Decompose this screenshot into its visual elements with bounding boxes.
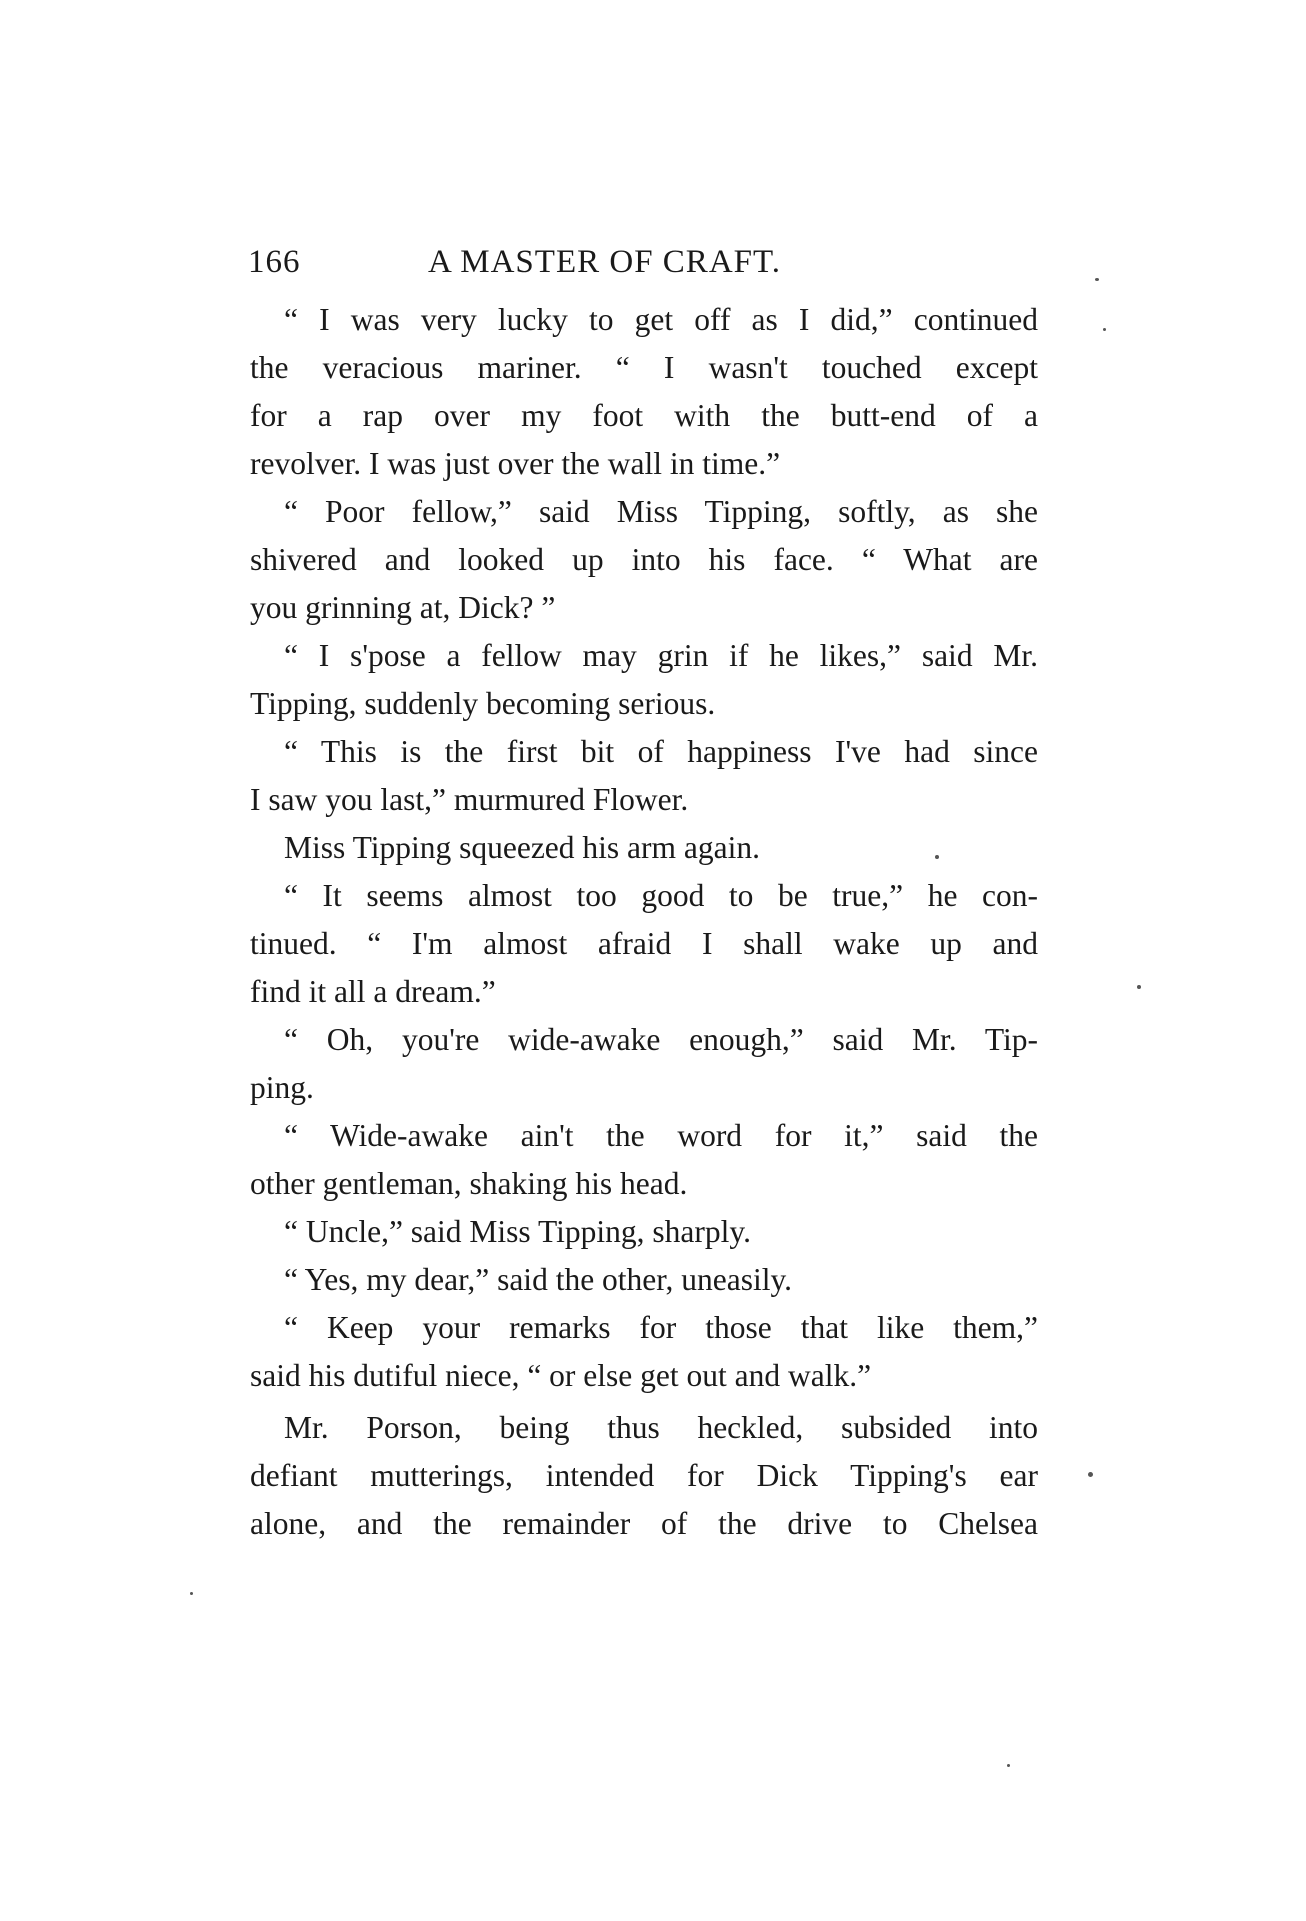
text-line: “ Oh, you're wide-awake enough,” said Mr. Tip- (284, 1022, 1038, 1057)
text-line: “ Wide-awake ain't the word for it,” said the (284, 1118, 1038, 1153)
page-header (248, 240, 1048, 284)
text-line: “ I was very lucky to get off as I did,” continued (284, 302, 1038, 337)
running-title: A MASTER OF CRAFT. (428, 244, 781, 280)
body-text (250, 296, 1038, 1548)
scan-speck (935, 855, 939, 859)
text-line: Mr. Porson, being thus heckled, subsided into (284, 1410, 1038, 1445)
text-line: “ I s'pose a fellow may grin if he likes,” said Mr. (284, 638, 1038, 673)
text-line: Miss Tipping squeezed his arm again. (284, 830, 760, 865)
text-line: “ It seems almost too good to be true,” he con- (284, 878, 1038, 913)
scan-speck (1007, 1764, 1010, 1767)
text-line: tinued. “ I'm almost afraid I shall wake up and (250, 926, 1038, 961)
text-line: other gentleman, shaking his head. (250, 1166, 688, 1201)
scan-speck (1095, 278, 1099, 281)
scan-speck (1137, 985, 1141, 989)
text-line: “ Keep your remarks for those that like them,” (284, 1310, 1038, 1345)
text-line: I saw you last,” murmured Flower. (250, 782, 689, 817)
text-line: alone, and the remainder of the drive to Chelsea (250, 1506, 1038, 1541)
text-line: defiant mutterings, intended for Dick Tipping's ear (250, 1458, 1038, 1493)
text-line: ping. (250, 1070, 314, 1105)
text-line: Tipping, suddenly becoming serious. (250, 686, 716, 721)
page-number: 166 (248, 244, 301, 280)
text-line: you grinning at, Dick? ” (250, 590, 556, 625)
text-line: revolver. I was just over the wall in time.” (250, 446, 781, 481)
text-line: “ Uncle,” said Miss Tipping, sharply. (284, 1214, 751, 1249)
text-line: shivered and looked up into his face. “ What are (250, 542, 1038, 577)
text-line: find it all a dream.” (250, 974, 496, 1009)
text-line: for a rap over my foot with the butt-end of a (250, 398, 1038, 433)
scan-speck (1103, 328, 1106, 331)
text-line: “ Poor fellow,” said Miss Tipping, softly, as she (284, 494, 1038, 529)
scan-speck (1088, 1472, 1093, 1477)
text-line: the veracious mariner. “ I wasn't touched except (250, 350, 1038, 385)
text-line: said his dutiful niece, “ or else get out and walk.” (250, 1358, 872, 1393)
text-line: “ Yes, my dear,” said the other, uneasily. (284, 1262, 793, 1297)
text-line: “ This is the first bit of happiness I've had since (284, 734, 1038, 769)
scan-speck (190, 1592, 193, 1595)
